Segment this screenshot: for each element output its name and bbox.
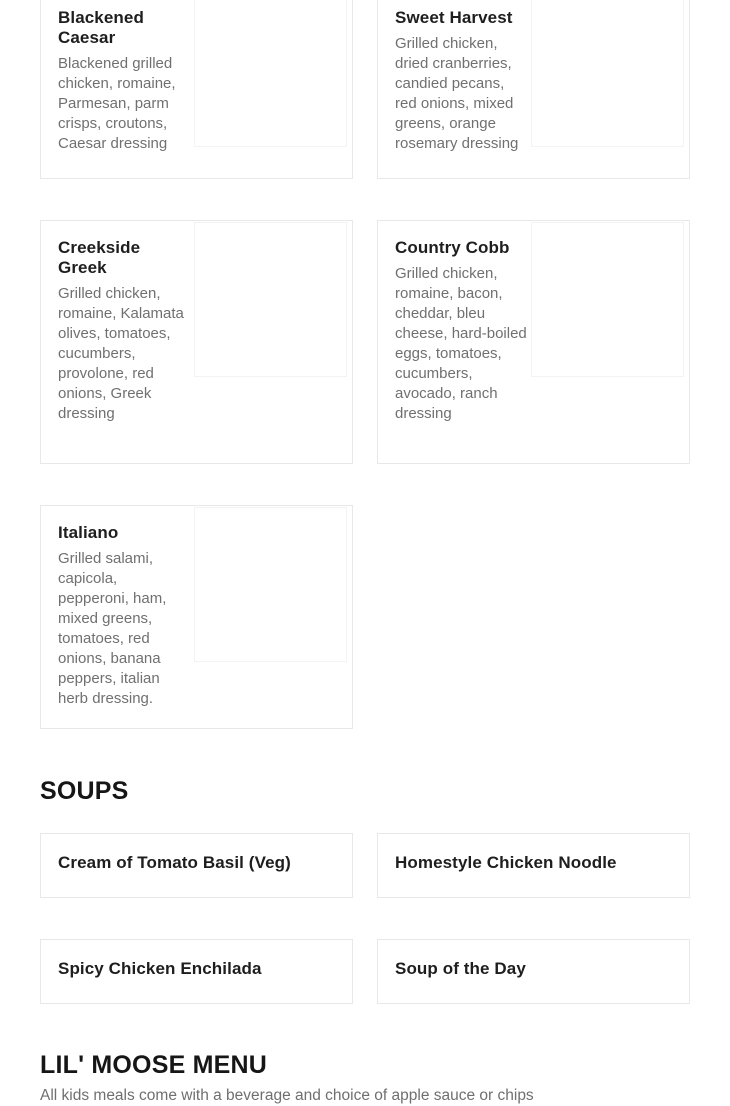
menu-item-card-sweet-harvest	[377, 0, 690, 179]
menu-item-card-italiano	[40, 505, 353, 729]
menu-item-card-homestyle-chicken-noodle	[377, 833, 690, 898]
menu-item-description: Grilled chicken, romaine, Kalamata olives, tomatoes, cucumbers, provolone, red onions, Greek dressing	[58, 285, 184, 422]
kids-menu-section-heading: LIL' MOOSE MENU	[40, 1051, 267, 1079]
menu-item-name: Homestyle Chicken Noodle	[395, 853, 617, 872]
soups-section-heading: SOUPS	[40, 777, 129, 805]
menu-item-card-country-cobb	[377, 220, 690, 464]
menu-item-card-spicy-chicken-enchilada	[40, 939, 353, 1004]
menu-item-name: Spicy Chicken Enchilada	[58, 959, 262, 978]
menu-item-name: Creekside Greek	[58, 238, 141, 277]
menu-item-card-soup-of-the-day	[377, 939, 690, 1004]
soups-grid	[40, 833, 690, 1004]
menu-item-image-placeholder	[194, 222, 347, 377]
menu-item-card-blackened-caesar	[40, 0, 353, 179]
salads-grid	[40, 0, 690, 729]
menu-item-name: Cream of Tomato Basil (Veg)	[58, 853, 291, 872]
soups-section	[40, 776, 690, 1004]
menu-item-image-placeholder	[531, 0, 684, 147]
menu-item-name: Blackened Caesar	[58, 8, 144, 47]
menu-item-card-creekside-greek	[40, 220, 353, 464]
menu-item-name: Italiano	[58, 523, 119, 542]
menu-item-image-placeholder	[194, 0, 347, 147]
menu-item-name: Soup of the Day	[395, 959, 526, 978]
kids-menu-section-subheading: All kids meals come with a beverage and choice of apple sauce or chips	[40, 1087, 534, 1104]
menu-item-name: Country Cobb	[395, 238, 510, 257]
kids-menu-section	[40, 1050, 690, 1106]
menu-item-description: Grilled chicken, romaine, bacon, cheddar, bleu cheese, hard-boiled eggs, tomatoes, cucumbers, avocado, ranch dressing	[395, 265, 527, 422]
menu-item-description: Blackened grilled chicken, romaine, Parmesan, parm crisps, croutons, Caesar dressing	[58, 55, 176, 152]
menu-item-card-cream-of-tomato-basil	[40, 833, 353, 898]
salads-section	[40, 0, 690, 729]
menu-item-image-placeholder	[531, 222, 684, 377]
menu-item-image-placeholder	[194, 507, 347, 662]
menu-item-description: Grilled salami, capicola, pepperoni, ham, mixed greens, tomatoes, red onions, banana peppers, italian herb dressing.	[58, 550, 167, 707]
menu-item-description: Grilled chicken, dried cranberries, candied pecans, red onions, mixed greens, orange rosemary dressing	[395, 35, 519, 152]
menu-item-name: Sweet Harvest	[395, 8, 513, 27]
